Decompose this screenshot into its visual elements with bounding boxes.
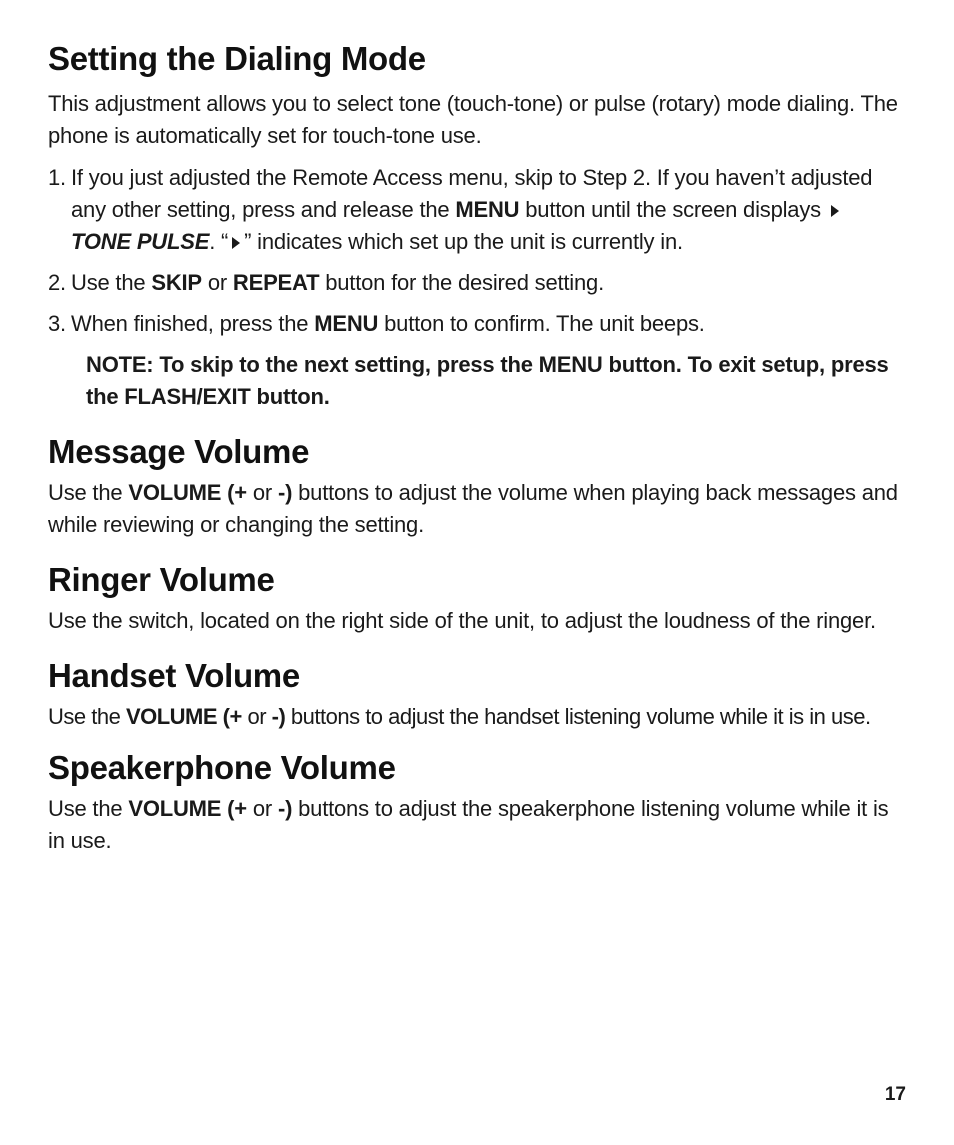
section-title-dialing-mode: Setting the Dialing Mode [48, 40, 426, 77]
section-title-message-volume: Message Volume [48, 433, 310, 470]
arrow-right-icon [831, 205, 839, 217]
section-title-handset-volume: Handset Volume [48, 657, 300, 694]
manual-page [48, 40, 908, 857]
arrow-right-icon [232, 237, 240, 249]
dialing-steps [48, 162, 908, 340]
step-1: 1. If you just adjusted the Remote Access menu, skip to Step 2. If you haven’t adjusted any other setting, press and release the MENU button until the screen displays TONE PULSE. “ ” indicates which set up the unit is currently in. [48, 165, 873, 254]
ringer-volume-text: Use the switch, located on the right side of the unit, to adjust the loudness of the ringer. [48, 608, 876, 633]
page-number: 17 [884, 1084, 906, 1105]
handset-volume-text: Use the VOLUME (+ or -) buttons to adjust the handset listening volume while it is in use. [48, 704, 871, 729]
note-text: NOTE: To skip to the next setting, press the MENU button. To exit setup, press the FLASH/EXIT button. [86, 352, 889, 409]
step-3: 3. When finished, press the MENU button to confirm. The unit beeps. [48, 311, 705, 336]
section-title-ringer-volume: Ringer Volume [48, 561, 275, 598]
message-volume-text: Use the VOLUME (+ or -) buttons to adjust the volume when playing back messages and while reviewing or changing the setting. [48, 480, 898, 537]
speakerphone-volume-text: Use the VOLUME (+ or -) buttons to adjust the speakerphone listening volume while it is in use. [48, 796, 889, 853]
step-2: 2. Use the SKIP or REPEAT button for the desired setting. [48, 270, 604, 295]
dialing-intro: This adjustment allows you to select tone (touch-tone) or pulse (rotary) mode dialing. The phone is automatically set for touch-tone use. [48, 91, 898, 148]
section-title-speakerphone-volume: Speakerphone Volume [48, 749, 396, 786]
